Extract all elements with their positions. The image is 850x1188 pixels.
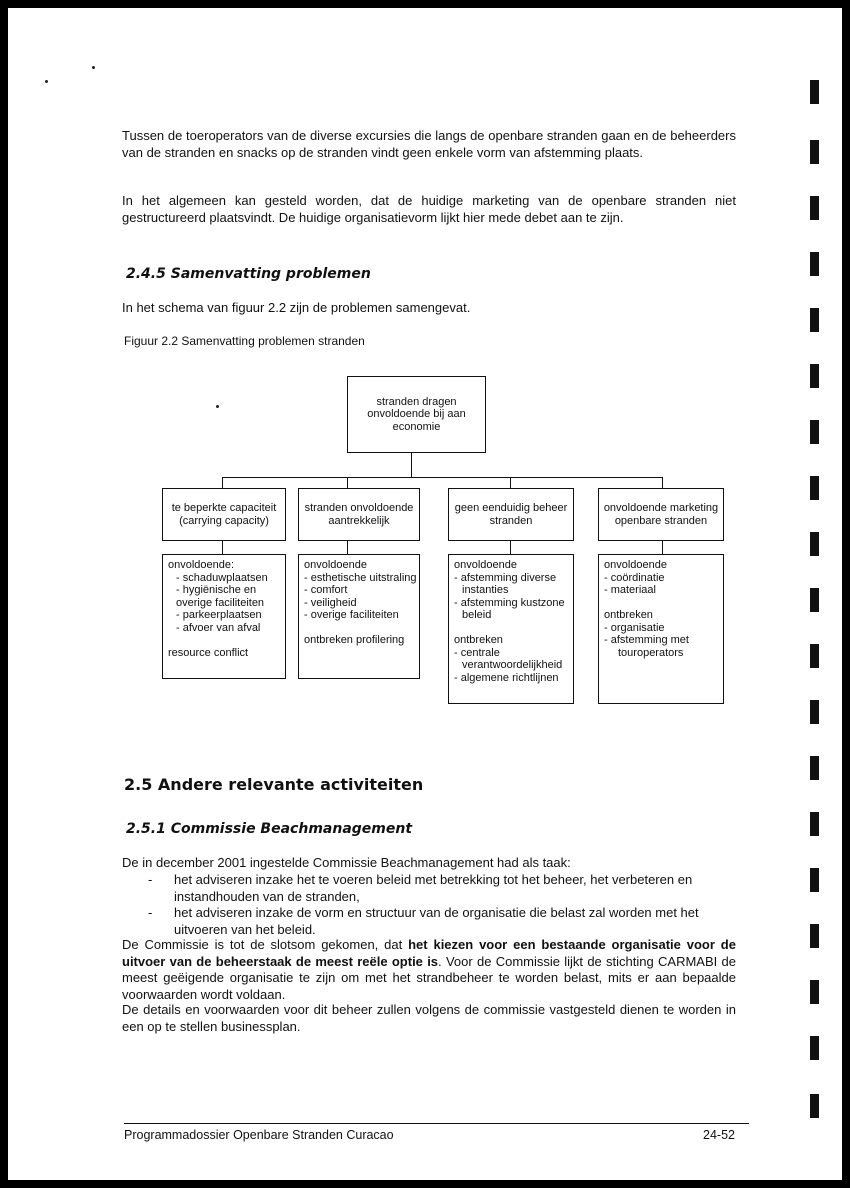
- detail-line: - afstemming kustzone: [454, 596, 565, 609]
- commission-conclusion: [122, 937, 736, 1003]
- detail-line: - hygiënische en: [176, 584, 257, 596]
- binder-hole: [810, 924, 819, 948]
- category-box-capacity: [162, 488, 286, 541]
- detail-line: - schaduwplaatsen: [176, 571, 268, 584]
- detail-line: onvoldoende: [304, 559, 368, 571]
- detail-line: ontbreken profilering: [304, 634, 405, 646]
- detail-line: - coördinatie: [604, 571, 665, 584]
- detail-line: - afstemming met: [604, 634, 689, 646]
- detail-line: - overige faciliteiten: [304, 609, 399, 621]
- category-box-attractiveness: [298, 488, 420, 541]
- conclusion-text: De Commissie is tot de slotsom gekomen, dat: [122, 937, 409, 952]
- binder-hole: [810, 812, 819, 836]
- category-title: te beperkte capaciteit (carrying capacity): [171, 502, 277, 527]
- connector-line: [662, 541, 663, 554]
- detail-line: touroperators: [618, 646, 684, 659]
- heading-2-4-5: 2.4.5 Samenvatting problemen: [126, 266, 371, 282]
- binder-hole: [810, 1036, 819, 1060]
- detail-line: beleid: [462, 609, 492, 621]
- detail-line: onvoldoende:: [168, 559, 235, 571]
- detail-line: verantwoordelijkheid: [462, 659, 563, 671]
- scan-speck: [45, 80, 48, 83]
- paragraph-1: Tussen de toeroperators van de diverse excursies die langs de openbare stranden gaan en de beheerders van de stranden en snacks op de stranden vindt geen enkele vorm van afstemming plaats.: [122, 128, 736, 160]
- section-intro: In het schema van figuur 2.2 zijn de problemen samengevat.: [122, 300, 471, 315]
- scan-speck: [216, 405, 219, 408]
- binder-hole: [810, 420, 819, 444]
- detail-line: - comfort: [304, 584, 348, 596]
- detail-box-attractiveness: [298, 554, 420, 679]
- binder-hole: [810, 868, 819, 892]
- detail-line: - algemene richtlijnen: [454, 671, 559, 684]
- list-item: [148, 905, 738, 939]
- detail-line: - veiligheid: [304, 596, 357, 609]
- connector-line: [222, 541, 223, 554]
- detail-line: ontbreken: [454, 634, 503, 646]
- binder-hole: [810, 364, 819, 388]
- binder-hole: [810, 532, 819, 556]
- category-box-marketing: [598, 488, 724, 541]
- binder-hole: [810, 1094, 819, 1118]
- diagram-root-label: stranden dragen onvoldoende bij aan economie: [367, 395, 466, 433]
- list-item: [148, 872, 738, 906]
- category-title: geen eenduidig beheer stranden: [454, 502, 568, 527]
- detail-box-management: [448, 554, 574, 704]
- detail-line: ontbreken: [604, 609, 653, 621]
- binder-hole: [810, 308, 819, 332]
- footer-title: Programmadossier Openbare Stranden Curacao: [124, 1128, 394, 1142]
- connector-line: [347, 477, 348, 488]
- detail-line: - esthetische uitstraling: [304, 571, 417, 584]
- detail-line: onvoldoende: [454, 559, 518, 571]
- commission-intro: De in december 2001 ingestelde Commissie Beachmanagement had als taak:: [122, 855, 571, 870]
- connector-line: [662, 477, 663, 488]
- binder-hole: [810, 196, 819, 220]
- category-box-management: [448, 488, 574, 541]
- detail-line: overige faciliteiten: [176, 596, 265, 609]
- binder-hole: [810, 80, 819, 104]
- connector-line: [347, 541, 348, 554]
- binder-hole: [810, 588, 819, 612]
- bullet-dash: -: [148, 872, 153, 887]
- bullet-text: het adviseren inzake het te voeren beleid met betrekking tot het beheer, het verbeteren en instandhouden van de stranden,: [174, 872, 693, 904]
- bullet-text: het adviseren inzake de vorm en structuur van de organisatie die belast zal worden met het uitvoeren van het beleid.: [174, 905, 699, 937]
- diagram-root-box: [347, 376, 486, 453]
- connector-line: [411, 453, 412, 477]
- figure-caption: Figuur 2.2 Samenvatting problemen stranden: [124, 334, 365, 348]
- binder-hole: [810, 252, 819, 276]
- connector-line: [510, 541, 511, 554]
- paragraph-2: In het algemeen kan gesteld worden, dat de huidige marketing van de openbare stranden niet gestructureerd plaatsvindt. De huidige organisatievorm lijkt hier mede debet aan te zijn.: [122, 193, 736, 225]
- connector-line: [222, 477, 662, 478]
- binder-hole: [810, 700, 819, 724]
- heading-2-5: 2.5 Andere relevante activiteiten: [124, 775, 424, 794]
- detail-line: instanties: [462, 584, 509, 596]
- detail-line: - materiaal: [604, 584, 656, 596]
- binder-hole: [810, 140, 819, 164]
- detail-box-capacity: [162, 554, 286, 679]
- detail-box-marketing: [598, 554, 724, 704]
- conclusion-emphasis: het kiezen voor een bestaande organisatie voor de uitvoer van de beheerstaak de meest reële optie is: [122, 937, 736, 969]
- detail-line: - centrale: [454, 646, 500, 659]
- binder-hole: [810, 980, 819, 1004]
- binder-hole: [810, 644, 819, 668]
- detail-line: - afvoer van afval: [176, 621, 261, 634]
- detail-line: - parkeerplaatsen: [176, 609, 262, 621]
- detail-line: onvoldoende: [604, 559, 668, 571]
- connector-line: [510, 477, 511, 488]
- category-title: stranden onvoldoende aantrekkelijk: [304, 502, 414, 527]
- binder-hole: [810, 756, 819, 780]
- bullet-dash: -: [148, 905, 153, 920]
- conclusion-text: . Voor de Commissie lijkt de stichting CARMABI de meest geëigende organisatie te zijn om met het strandbeheer te worden belast, mits er aan bepaalde voorwaarden wordt voldaan.: [122, 953, 736, 1002]
- footer-rule: [124, 1123, 749, 1124]
- detail-line: - afstemming diverse: [454, 571, 557, 584]
- detail-line: resource conflict: [168, 646, 249, 659]
- commission-details: De details en voorwaarden voor dit beheer zullen volgens de commissie vastgesteld dienen te worden in een op te stellen businessplan.: [122, 1002, 736, 1034]
- detail-line: - organisatie: [604, 621, 665, 634]
- scan-speck: [92, 66, 95, 69]
- binder-hole: [810, 476, 819, 500]
- footer-page-number: 24-52: [703, 1128, 735, 1142]
- category-title: onvoldoende marketing openbare stranden: [603, 502, 719, 527]
- connector-line: [222, 477, 223, 488]
- heading-2-5-1: 2.5.1 Commissie Beachmanagement: [126, 821, 413, 837]
